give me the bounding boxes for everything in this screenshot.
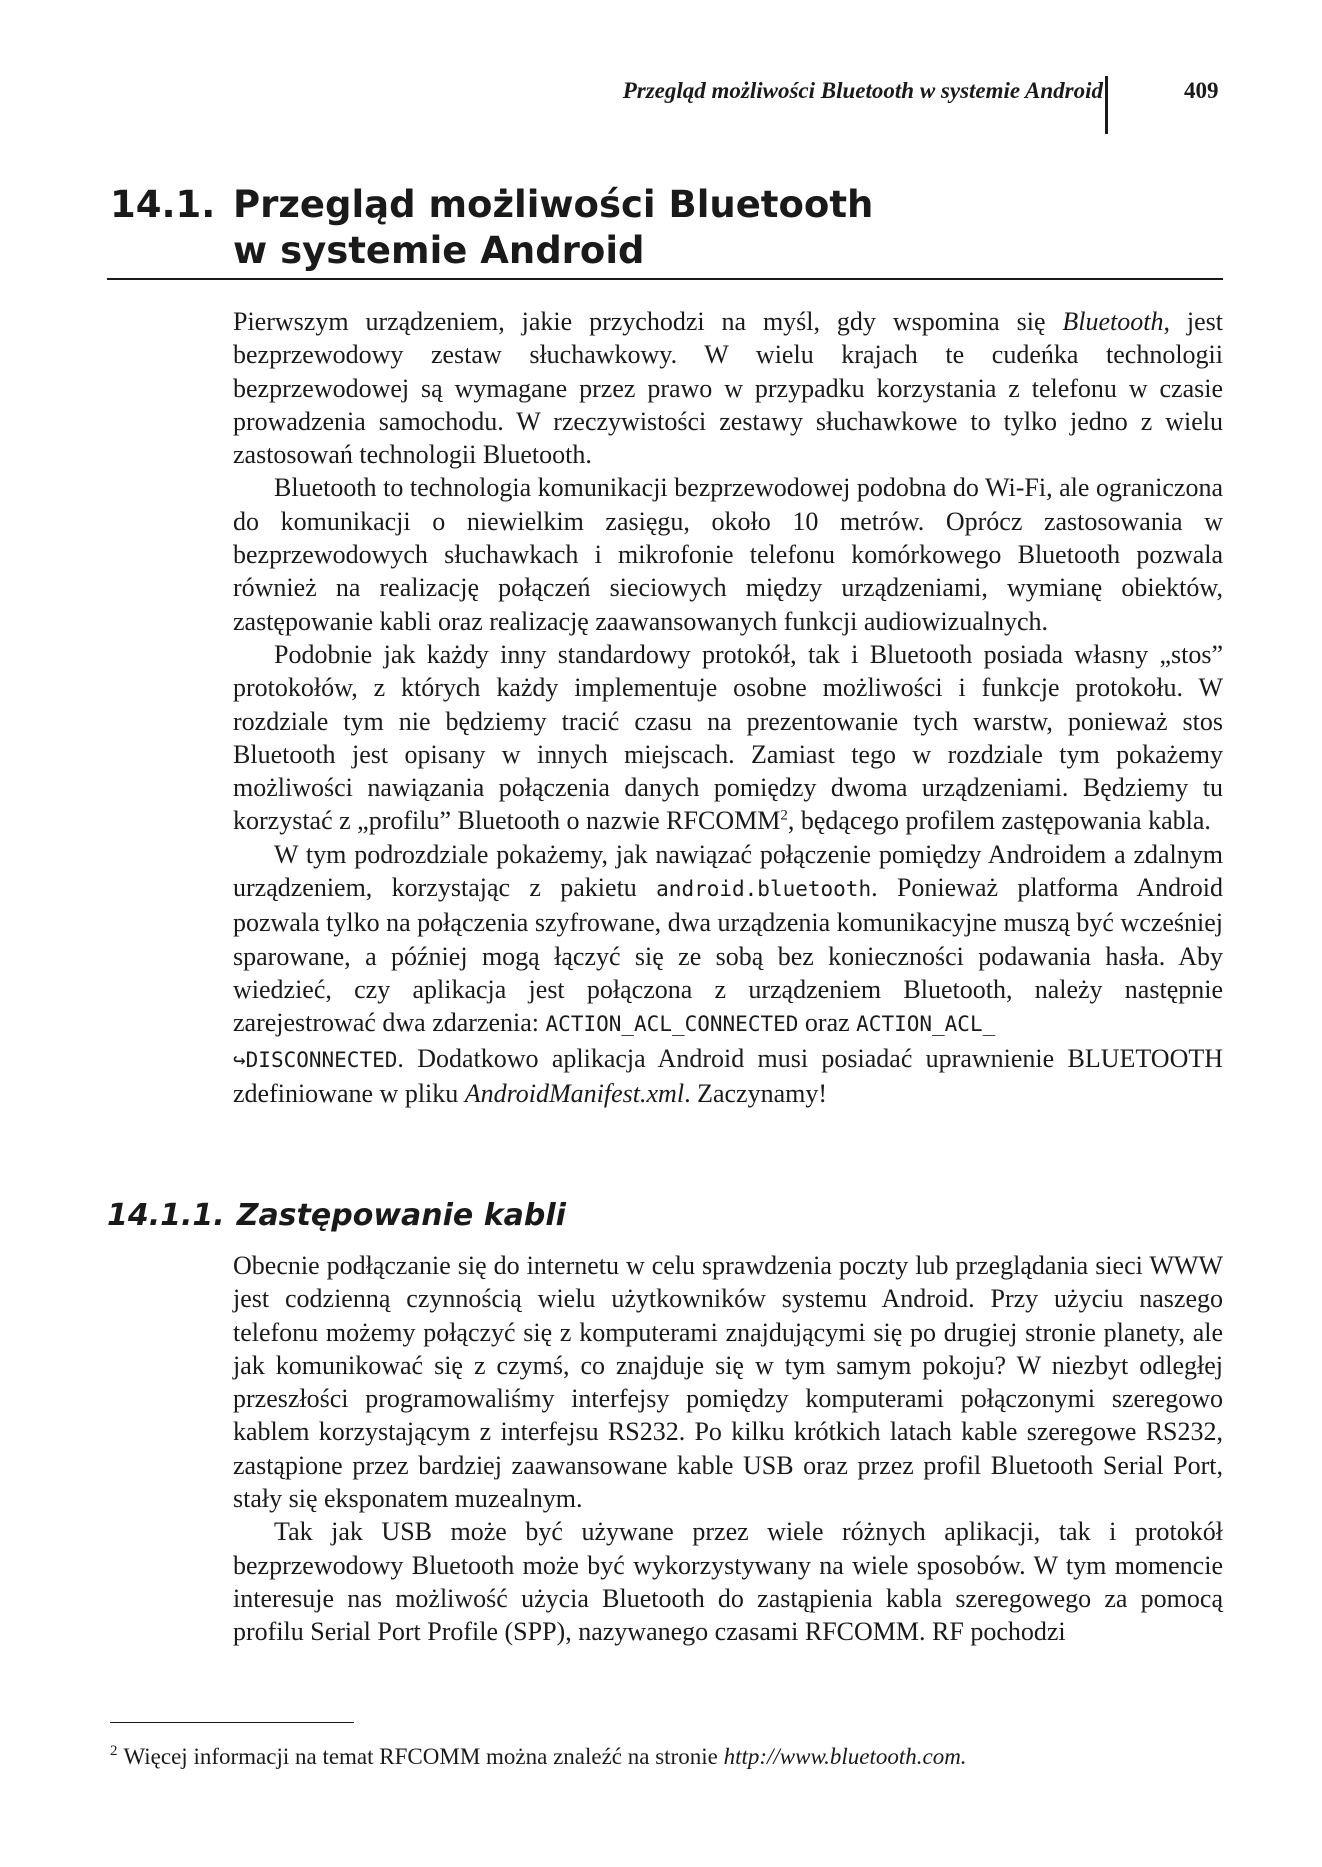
page-number: 409 xyxy=(1184,78,1219,103)
footnote-marker: 2 xyxy=(110,1743,118,1760)
paragraph xyxy=(233,838,1223,1110)
subsection-body xyxy=(233,1249,1223,1649)
section-title-line2: w systemie Android xyxy=(233,229,645,272)
footnote-text: Więcej informacji na temat RFCOMM można znaleźć na stronie xyxy=(123,1744,724,1769)
text-run: . Ponieważ platforma Android pozwala tylko na połączenia szyfrowane, dwa urządzenia komunikacyjne muszą być wcześniej sparowane, a później mogą łączyć się ze sobą bez konieczności podawania hasła. Aby wiedzieć, czy aplikacja jest połączona z urządzeniem Bluetooth, należy następnie zarejestrować dwa zdarzenia: xyxy=(233,873,1224,1038)
subsection-heading xyxy=(107,1196,566,1236)
italic-filename: AndroidManifest.xml xyxy=(464,1078,685,1108)
subsection-title: Zastępowanie kabli xyxy=(236,1198,566,1233)
text-run: W tym podrozdziale pokażemy, jak nawiązać połączenie pomiędzy Androidem a zdalnym urządzeniem, korzystając z pakietu xyxy=(233,839,1223,903)
section-title-line1: Przegląd możliwości Bluetooth xyxy=(233,183,874,226)
running-head xyxy=(0,76,1322,136)
text-run: Podobnie jak każdy inny standardowy protokół, tak i Bluetooth posiada własny „stos” protokołów, z których każdy implementuje osobne możliwości i funkcje protokołu. W rozdziale tym nie będziemy tracić czasu na prezentowanie tych warstw, ponieważ stos Bluetooth jest opisany w innych miejscach. Zamiast tego w rozdziale tym pokażemy możliwości nawiązania połączenia danych pomiędzy dwoma urządzeniami. Będziemy tu korzystać z „profilu” Bluetooth o nazwie RFCOMM xyxy=(233,639,1223,836)
code-constant: ACTION_ACL_CONNECTED xyxy=(545,1012,799,1037)
section-body xyxy=(233,305,1223,1110)
footnote xyxy=(110,1744,967,1770)
code-package: android.bluetooth xyxy=(656,877,872,902)
section-rule xyxy=(107,278,1223,280)
footnote-ref: 2 xyxy=(780,807,788,824)
text-run: , jest bezprzewodowy zestaw słuchawkowy. W wielu krajach te cudeńka technologii bezprzewodowej są wymagane przez prawo w przypadku korzystania z telefonu w czasie prowadzenia samochodu. W rzeczywistości zestawy słuchawkowe to tylko jedno z wielu zastosowań technologii Bluetooth. xyxy=(233,307,1223,470)
code-constant: DISCONNECTED xyxy=(245,1047,398,1072)
paragraph: Tak jak USB może być używane przez wiele różnych aplikacji, tak i protokół bezprzewodowy Bluetooth może być wykorzystywany na wiele sposobów. W tym momencie interesuje nas możliwość użycia Bluetooth do zastąpienia kabla szeregowego za pomocą profilu Serial Port Profile (SPP), nazywanego czasami RFCOMM. RF pochodzi xyxy=(233,1517,1223,1647)
line-wrap-arrow-icon: ↪ xyxy=(233,1047,246,1072)
text-run: . Dodatkowo aplikacja Android musi posiadać uprawnienie BLUETOOTH zdefiniowane w pliku xyxy=(233,1043,1223,1108)
paragraph: Obecnie podłączanie się do internetu w celu sprawdzenia poczty lub przeglądania sieci WWW jest codzienną czynnością wielu użytkowników systemu Android. Przy użyciu naszego telefonu możemy połączyć się z komputerami znajdującymi się po drugiej stronie planety, ale jak komunikować się z czymś, co znajduje się w tym samym pokoju? W niezbyt odległej przeszłości programowaliśmy interfejsy pomiędzy komputerami połączonymi szeregowo kablem korzystającym z interfejsu RS232. Po kilku krótkich latach kable szeregowe RS232, zastąpione przez bardziej zaawansowane kable USB oraz przez profil Bluetooth Serial Port, stały się eksponatem muzealnym. xyxy=(233,1251,1223,1514)
text-run: , będącego profilem zastępowania kabla. xyxy=(787,806,1211,836)
paragraph: Bluetooth to technologia komunikacji bezprzewodowej podobna do Wi-Fi, ale ograniczona do komunikacji o niewielkim zasięgu, około 10 metrów. Oprócz zastosowania w bezprzewodowych słuchawkach i mikrofonie telefonu komórkowego Bluetooth pozwala również na realizację połączeń sieciowych między urządzeniami, wymianę obiektów, zastępowanie kabli oraz realizację zaawansowanych funkcji audiowizualnych. xyxy=(233,473,1223,636)
section-number: 14.1. xyxy=(110,183,216,226)
paragraph xyxy=(233,638,1223,838)
running-head-divider xyxy=(1105,76,1108,134)
footnote-rule xyxy=(110,1722,354,1723)
subsection-number: 14.1.1. xyxy=(107,1198,225,1233)
text-run: oraz xyxy=(798,1008,857,1038)
footnote-url: http://www.bluetooth.com. xyxy=(723,1744,967,1769)
paragraph xyxy=(233,305,1223,471)
code-constant: ACTION_ACL_ xyxy=(856,1012,996,1037)
text-run: . Zaczynamy! xyxy=(684,1078,827,1108)
running-head-title: Przegląd możliwości Bluetooth w systemie Android xyxy=(622,78,1103,103)
italic-term: Bluetooth xyxy=(1062,307,1164,336)
text-run: Pierwszym urządzeniem, jakie przychodzi na myśl, gdy wspomina się xyxy=(233,307,1063,336)
